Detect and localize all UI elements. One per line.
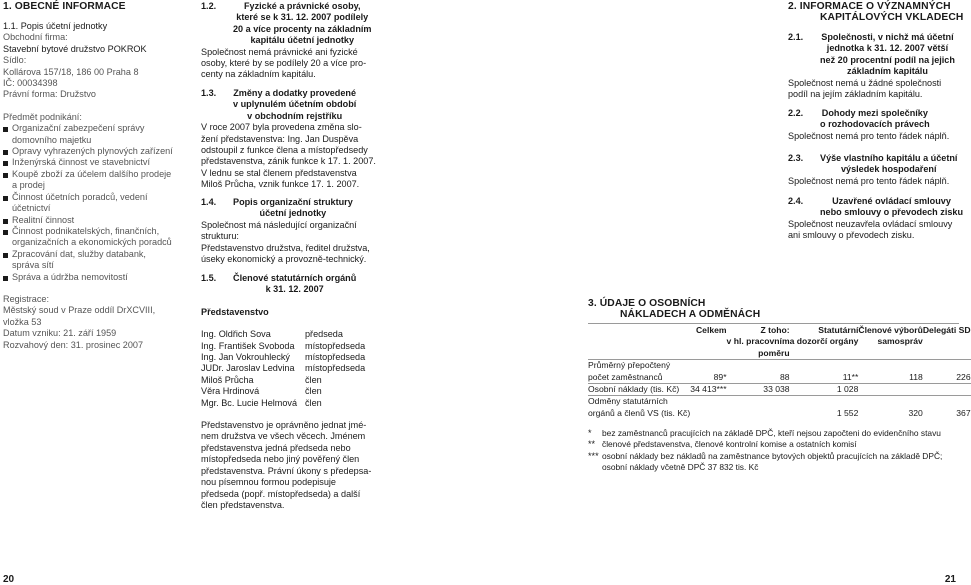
subsection-title-line: jednotka k 31. 12. 2007 větší (826, 43, 949, 54)
table-cell (858, 384, 922, 396)
subsection-title-line: Dohody mezi společníky (821, 108, 928, 118)
company-detail-line: Kollárova 157/18, 186 00 Praha 8 (3, 66, 139, 77)
header-cell: Statutární (818, 325, 859, 335)
table-cell (690, 360, 726, 372)
section-3-title: 3. ÚDAJE O OSOBNÍCH NÁKLADECH A ODMĚNÁCH (588, 298, 761, 321)
section-1-1-title: 1.1. Popis účetní jednotky (3, 21, 108, 31)
activity-item (3, 249, 185, 272)
table-cell: 226 (956, 371, 971, 382)
registration-line: Rozvahový den: 31. prosinec 2007 (3, 339, 144, 350)
body-line: představenstva, zánik funkce k 17. 1. 2007. (201, 156, 376, 167)
table-cell: 1 552 (836, 407, 859, 418)
section-1-4-title: 1.4. Popis organizační struktury účetní jednotky (201, 197, 353, 219)
subsection-title-line: Změny a dodatky provedené (233, 88, 357, 98)
closing-line: představenstva jedná předseda nebo (201, 442, 351, 453)
body-line: centy na základním kapitálu. (201, 69, 316, 80)
activity-item (3, 169, 185, 192)
header-cell (588, 325, 690, 336)
subsection-title-line: v obchodním rejstříku (247, 110, 343, 121)
activity-line: Inženýrská činnost ve stavebnictví (12, 157, 150, 168)
row-label: orgánů a členů VS (tis. Kč) (588, 407, 691, 418)
table-header-row (588, 325, 971, 336)
body-line: Společnost nemá pro tento řádek náplň. (788, 130, 950, 141)
section-1-title: 1. OBECNÉ INFORMACE (3, 1, 126, 12)
table-cell: 34 413*** (690, 384, 727, 395)
table-cell (690, 408, 726, 419)
section-1-2-title: 1.2. Fyzické a právnické osoby, které se k 31. 12. 2007 podílely 20 a více procenty na základním kapitálu účetní jednotky (201, 1, 372, 46)
personnel-costs-table (588, 325, 971, 419)
section-1-5-title: 1.5. Členové statutárních orgánů k 31. 12. 2007 (201, 273, 357, 295)
activity-item (3, 272, 185, 283)
member-name: Mgr. Bc. Lucie Helmová (201, 397, 298, 408)
activity-line: správa sítí (12, 260, 54, 271)
table-cell: 89* (713, 371, 727, 382)
header-cell: samospráv (877, 336, 923, 347)
header-cell (588, 336, 690, 347)
header-cell (923, 348, 971, 360)
body-line: úseky ekonomický a provozně-technický. (201, 254, 367, 265)
registration-block (3, 294, 185, 351)
table-top-rule (588, 323, 959, 324)
table-header-row (588, 348, 971, 360)
board-member-row (201, 352, 381, 363)
footnote (588, 462, 959, 473)
section-2-2: 2.2. Dohody mezi společníky o rozhodovacích právech Společnost nemá pro tento řádek náplň. (788, 108, 958, 142)
footnote (588, 451, 959, 462)
table-cell: 118 (909, 371, 923, 382)
activity-line: účetnictví (12, 203, 51, 214)
body-line: odstoupil z funkce člena a místopředsedy (201, 145, 368, 156)
section-2-1: 2.1. Společnosti, v nichž má účetní jednotka k 31. 12. 2007 větší než 20 procentní podíl na jejich základním kapitálu Společnost nemá u žádné společnosti podíl na jejím základním kapitálu. (788, 32, 958, 100)
body-line: Společnost neuzavřela ovládací smlouvy (788, 218, 953, 229)
table-cell (923, 396, 971, 408)
subsection-title-line: k 31. 12. 2007 (265, 284, 324, 295)
activity-line: a prodej (12, 180, 45, 191)
page-number-right: 21 (944, 574, 956, 585)
activity-line: Koupě zboží za účelem dalšího prodeje (12, 168, 172, 179)
subsection-title-line: Fyzické a právnické osoby, (243, 1, 361, 11)
activity-line: Zpracování dat, služby databank, (12, 248, 146, 259)
company-details (3, 32, 185, 100)
row-label: Průměrný přepočtený (588, 360, 690, 372)
body-line: strukturu: (201, 231, 239, 242)
activity-item (3, 226, 185, 249)
activity-item (3, 157, 185, 168)
member-name: Věra Hrdinová (201, 386, 260, 397)
body-line: Společnost nemá pro tento řádek náplň. (788, 175, 950, 186)
body-line: ani smlouvy o převodech zisku. (788, 230, 915, 241)
board-member-row (201, 386, 381, 397)
member-role: místopředseda (305, 363, 366, 374)
table-cell (727, 360, 790, 372)
body-line: Společnost nemá právnické ani fyzické (201, 46, 358, 57)
registration-line: Datum vzniku: 21. září 1959 (3, 328, 117, 339)
subsection-title-line: kapitálu účetní jednotky (250, 35, 355, 46)
closing-line: místopředseda nebo jiný pověřený člen (201, 454, 360, 465)
body-line: žení představenstva: Ing. Jan Duspěva (201, 133, 359, 144)
activity-line: Činnost účetních poradců, vedení (12, 191, 148, 202)
table-cell: 11** (842, 371, 859, 382)
subsection-title-line: Výše vlastního kapitálu a účetní (820, 153, 958, 163)
header-cell: Delegáti SD (922, 325, 971, 335)
header-cell (858, 348, 922, 360)
closing-line: předseda (popř. místopředseda) a další (201, 488, 361, 499)
closing-line: člen představenstva. (201, 499, 285, 510)
table-row (588, 384, 971, 396)
subsection-title-line: Členové statutárních orgánů (233, 273, 357, 283)
board-member-row (201, 398, 381, 409)
table-row (588, 408, 971, 419)
subsection-title-line: 20 a více procenty na základním (233, 23, 372, 34)
activity-item (3, 192, 185, 215)
closing-line: představenstva. Právní úkony s předepsa- (201, 465, 372, 476)
activity-line: Činnost podnikatelských, finančních, (12, 225, 160, 236)
activity-line: organizačních a ekonomických poradců (12, 237, 172, 248)
footnote-text: bez zaměstnanců pracujících na základě DPČ, kteří nejsou započteni do evidenčního stavu (602, 428, 941, 438)
subsection-title-line: nebo smlouvy o převodech zisku (820, 207, 964, 218)
activity-line: Opravy vyhrazených plynových zařízení (12, 146, 173, 157)
header-cell: Celkem (695, 325, 727, 335)
registration-line: Registrace: (3, 293, 49, 304)
table-row (588, 360, 971, 372)
table-cell (790, 360, 859, 372)
board-member-row (201, 363, 381, 374)
activity-line: domovního majetku (12, 134, 92, 145)
table-header-row (588, 336, 971, 347)
subsection-title-line: o rozhodovacích právech (820, 119, 930, 130)
subsection-title-line: než 20 procentní podíl na jejich (820, 54, 955, 65)
page-number-left: 20 (3, 574, 15, 585)
table-footnotes (588, 428, 959, 474)
subsection-title-line: Společnosti, v nichž má účetní (821, 32, 954, 42)
company-detail-line: Sídlo: (3, 55, 27, 66)
registration-line: vložka 53 (3, 316, 42, 327)
activity-line: Správa a údržba nemovitostí (12, 271, 128, 282)
header-cell: a dozorčí orgány (789, 336, 859, 347)
company-detail-line: IČ: 00034398 (3, 78, 58, 89)
table-cell (727, 408, 790, 419)
company-detail-line: Stavební bytové družstvo POKROK (3, 43, 147, 54)
table-cell: 1 028 (790, 384, 859, 396)
section-1-4 (201, 197, 381, 265)
subsection-title-line: základním kapitálu (847, 66, 928, 77)
company-detail-line: Právní forma: Družstvo (3, 89, 96, 100)
body-line: Společnost nemá u žádné společnosti (788, 77, 942, 88)
header-cell (690, 348, 726, 360)
activity-item (3, 146, 185, 157)
header-cell: Z toho: (760, 325, 790, 335)
registration-line: Městský soud v Praze oddíl DrXCVIII, (3, 305, 156, 316)
footnote-mark: *** (588, 450, 599, 461)
board-authority-text (201, 420, 381, 511)
member-name: Ing. Oldřich Sova (201, 329, 271, 340)
body-line: V roce 2007 byla provedena změna slo- (201, 122, 362, 133)
footnote-text: osobní náklady včetně DPČ 37 832 tis. Kč (602, 462, 759, 473)
member-role: místopředseda (305, 352, 366, 363)
section-2-title: 2. INFORMACE O VÝZNAMNÝCH KAPITÁLOVÝCH VKLADECH (788, 1, 964, 24)
footnote-text: osobní náklady bez nákladů na zaměstnance bytových objektů pracujících na základě DPČ; (602, 450, 943, 461)
body-line: Představenstvo družstva, ředitel družstva, (201, 242, 370, 253)
footnote-text: členové představenstva, členové kontrolní komise a ostatních komisí (602, 439, 857, 450)
footnote-mark: * (588, 428, 592, 438)
header-cell: poměru (758, 347, 790, 358)
body-line: V lednu se stal členem představenstva (201, 167, 357, 178)
row-label: počet zaměstnanců (588, 371, 663, 382)
company-detail-line: Obchodní firma: (3, 32, 68, 43)
section-1-3 (201, 88, 381, 191)
body-line: osoby, které by se podílely 20 a více pro- (201, 58, 367, 69)
table-cell: 320 (908, 407, 923, 418)
header-cell (923, 336, 971, 347)
body-line: Společnost má následující organizační (201, 219, 357, 230)
table-cell (923, 384, 971, 396)
header-cell (588, 348, 690, 360)
subsection-title-line: účetní jednotky (259, 208, 327, 219)
subsection-title-line: Popis organizační struktury (233, 197, 353, 207)
board-member-row (201, 375, 381, 386)
activity-item (3, 215, 185, 226)
activity-line: Realitní činnost (12, 214, 75, 225)
section-1-2-body (201, 47, 381, 81)
section-1-5 (201, 273, 381, 511)
member-name: Ing. František Svoboda (201, 340, 295, 351)
section-2-3: 2.3. Výše vlastního kapitálu a účetní výsledek hospodaření Společnost nemá pro tento řádek náplň. (788, 153, 958, 186)
header-cell: v hl. pracovním (726, 336, 790, 347)
table-cell (727, 396, 790, 408)
table-cell (690, 396, 726, 408)
activity-item (3, 123, 185, 146)
board-member-row (201, 329, 381, 340)
section-2-4: 2.4. Uzavřené ovládací smlouvy nebo smlouvy o převodech zisku Společnost neuzavřela ovládací smlouvy ani smlouvy o převodech zisku. (788, 196, 964, 241)
closing-line: nem družstva ve všech věcech. Jménem (201, 431, 366, 442)
table-cell: 33 038 (727, 384, 790, 396)
header-cell (790, 348, 859, 360)
board-label: Představenstvo (201, 306, 269, 317)
table-cell (790, 396, 859, 408)
member-name: JUDr. Jaroslav Ledvina (201, 363, 295, 374)
body-line: Miloš Průcha, vznik funkce 17. 1. 2007. (201, 179, 360, 190)
activities-label: Předmět podnikání: (3, 111, 82, 122)
subsection-title-line: které se k 31. 12. 2007 podílely (236, 12, 369, 23)
footnote-mark: ** (588, 439, 596, 450)
member-name: Miloš Průcha (201, 374, 254, 385)
member-role: člen (305, 386, 322, 397)
table-row (588, 372, 971, 384)
activities-list (3, 123, 185, 283)
header-cell (690, 336, 726, 347)
table-cell: 367 (956, 407, 971, 418)
section-1-4-body (201, 220, 381, 266)
table-cell (923, 360, 971, 372)
footnote (588, 439, 959, 450)
member-role: člen (305, 397, 322, 408)
body-line: podíl na jejím základním kapitálu. (788, 89, 923, 100)
closing-line: Představenstvo je oprávněno jednat jmé- (201, 420, 367, 431)
table-cell (858, 396, 922, 408)
section-1-3-title: 1.3. Změny a dodatky provedené v uplynulém účetním období v obchodním rejstříku (201, 88, 357, 121)
header-cell: Členové výborů (858, 325, 923, 335)
row-label: Osobní náklady (tis. Kč) (588, 384, 690, 396)
subsection-title-line: v uplynulém účetním období (233, 99, 357, 110)
row-label: Odměny statutárních (588, 396, 690, 408)
subsection-title-line: Uzavřené ovládací smlouvy (832, 196, 951, 206)
footnote-mark (588, 462, 602, 473)
table-cell (858, 360, 922, 372)
member-role: místopředseda (305, 340, 366, 351)
footnote (588, 428, 959, 439)
member-name: Ing. Jan Vokrouhlecký (201, 352, 290, 363)
board-member-row (201, 341, 381, 352)
table-row (588, 396, 971, 408)
table-cell: 88 (780, 371, 790, 382)
section-1-1 (3, 21, 185, 351)
board-members-list (201, 329, 381, 409)
closing-line: nou písemnou formou podepisuje (201, 477, 336, 488)
member-role: předseda (305, 329, 343, 340)
section-1-2 (201, 1, 381, 81)
activity-line: Organizační zabezpečení správy (12, 123, 145, 134)
section-1-3-body (201, 122, 381, 190)
subsection-title-line: výsledek hospodaření (840, 164, 937, 175)
member-role: člen (305, 374, 322, 385)
